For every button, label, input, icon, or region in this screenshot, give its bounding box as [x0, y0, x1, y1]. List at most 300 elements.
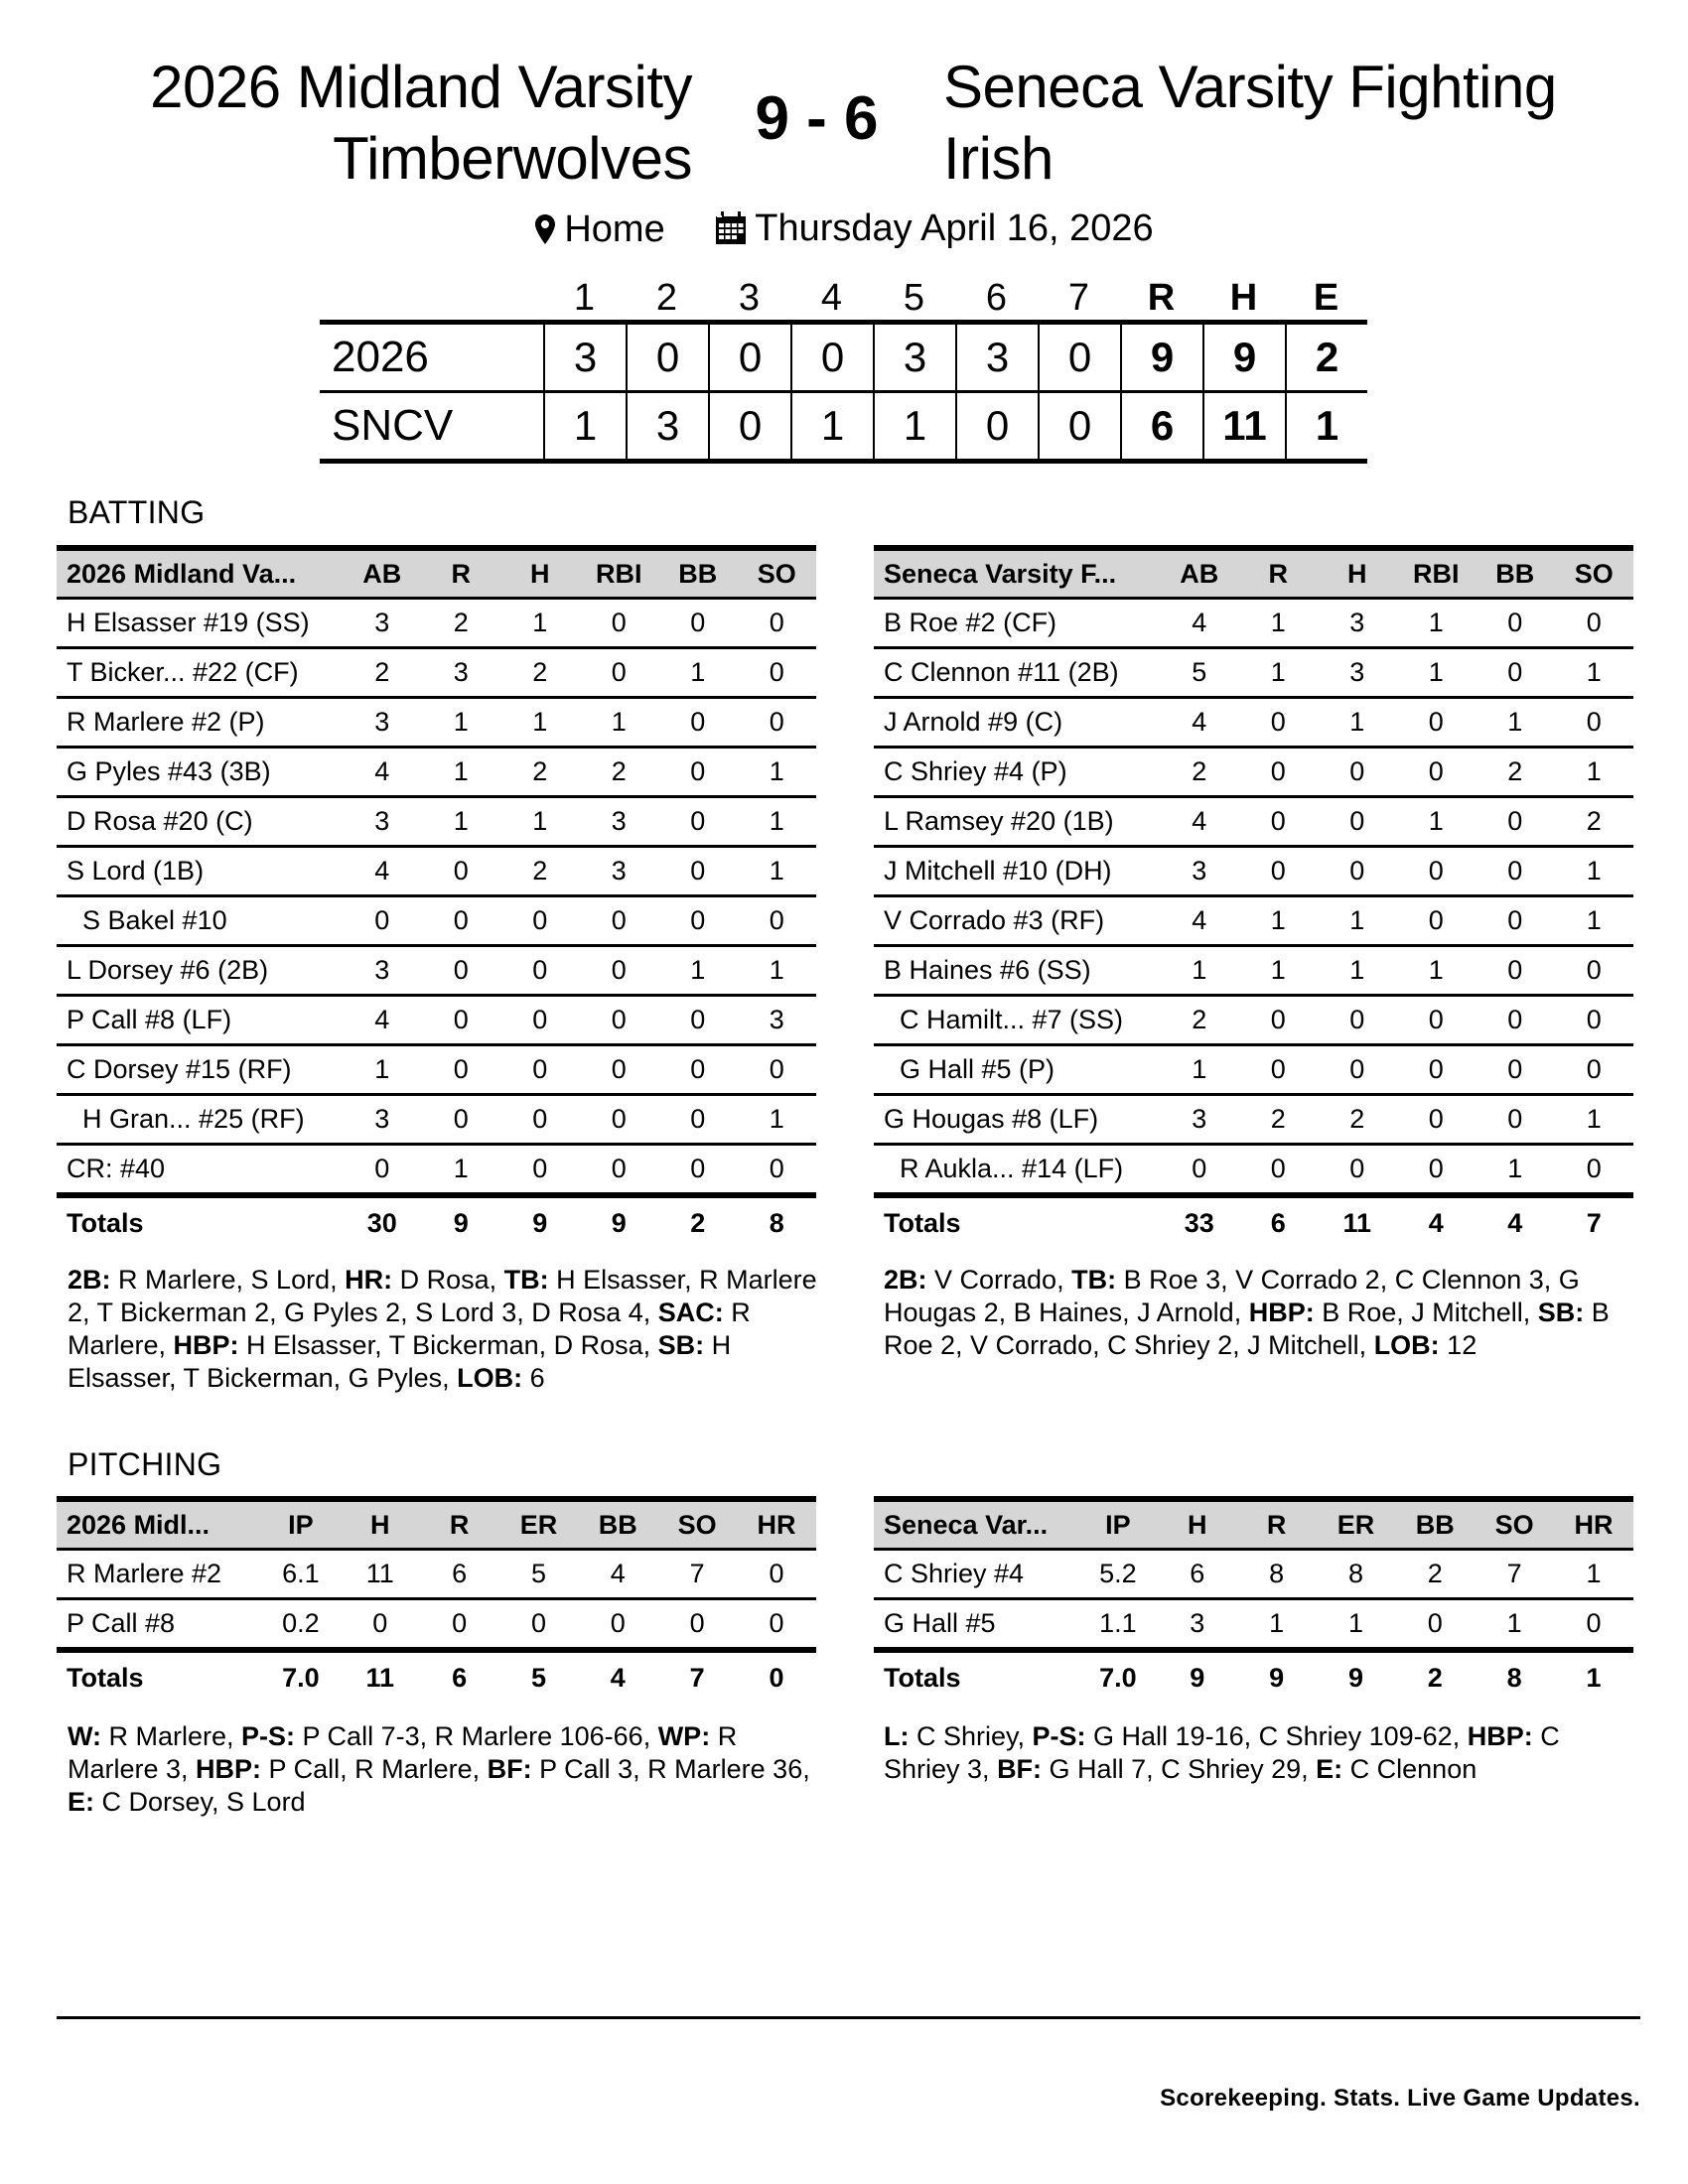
total-value: 9 — [1269, 1662, 1285, 1693]
note-text: G Hall 7, C Shriey 29, — [1042, 1754, 1317, 1784]
stat-value: 0 — [343, 896, 422, 946]
away-team-name — [943, 52, 1638, 195]
stat-value: 0 — [1239, 748, 1319, 797]
note-text: B Roe 2, V Corrado, C Shriey 2, J Mitchell, — [884, 1297, 1610, 1360]
note-label: HBP: — [196, 1754, 262, 1784]
line-score-total-r: 6 — [1120, 393, 1202, 459]
pitching-player-row — [874, 1550, 1633, 1599]
note-label: LOB: — [457, 1363, 523, 1393]
total-value: 7 — [1586, 1207, 1602, 1238]
stat-value: 0 — [1555, 1045, 1634, 1095]
pitching-col-header: HR — [1554, 1499, 1633, 1550]
total-value: 0 — [769, 1662, 784, 1693]
pitching-col-header: ER — [1317, 1499, 1396, 1550]
stat-value: 0 — [1397, 1145, 1477, 1196]
player-name: R Marlere #2 — [57, 1550, 261, 1599]
player-name: C Shriey #4 — [874, 1550, 1078, 1599]
stat-value: 0 — [580, 946, 659, 996]
stat-value: 1.1 — [1078, 1599, 1158, 1651]
batting-player-row — [57, 1145, 816, 1196]
line-score-col-header: R — [1147, 277, 1176, 319]
batting-totals-row — [57, 1195, 816, 1248]
totals-label: Totals — [884, 1207, 961, 1238]
pitching-col-header: R — [420, 1499, 499, 1550]
stat-value: 0 — [1318, 797, 1397, 847]
stat-value: 0 — [422, 946, 501, 996]
stat-value: 0 — [422, 847, 501, 896]
stat-value: 0 — [1476, 1095, 1555, 1145]
stat-value: 1 — [1160, 946, 1239, 996]
player-name: CR: #40 — [57, 1145, 343, 1196]
stat-value: 1 — [1397, 797, 1477, 847]
total-value: 2 — [690, 1207, 706, 1238]
stat-value: 0 — [1318, 847, 1397, 896]
stat-value: 0 — [500, 896, 580, 946]
line-score-row — [320, 390, 1367, 459]
batting-player-row — [874, 946, 1633, 996]
total-value: 7 — [689, 1662, 705, 1693]
stat-value: 3 — [343, 599, 422, 648]
footer-tagline: Scorekeeping. Stats. Live Game Updates. — [1160, 2085, 1640, 2112]
stat-value: 0 — [1318, 748, 1397, 797]
stat-value: 0 — [1397, 847, 1477, 896]
stat-value: 0 — [658, 1145, 738, 1196]
pitching-player-row — [57, 1599, 816, 1651]
batting-col-header: BB — [1476, 548, 1555, 599]
stat-value: 0 — [580, 1145, 659, 1196]
stat-value: 1 — [422, 797, 501, 847]
stat-value: 1 — [738, 797, 817, 847]
stat-value: 1 — [1317, 1599, 1396, 1651]
note-label: HBP: — [173, 1330, 239, 1360]
pitching-totals-row — [57, 1650, 816, 1703]
total-value: 7.0 — [1099, 1662, 1137, 1693]
total-value: 8 — [1506, 1662, 1522, 1693]
total-value: 9 — [532, 1207, 548, 1238]
batting-player-row — [874, 996, 1633, 1045]
pitching-col-header: SO — [1475, 1499, 1554, 1550]
stat-value: 1 — [738, 946, 817, 996]
away-team-name-line1: Seneca Varsity Fighting — [943, 54, 1557, 120]
home-team-name — [99, 52, 692, 195]
totals-label: Totals — [67, 1662, 144, 1693]
note-label: BF: — [997, 1754, 1043, 1784]
pitching-player-row — [874, 1599, 1633, 1651]
game-location — [534, 205, 664, 253]
batting-col-header: SO — [738, 548, 817, 599]
stat-value: 0 — [1476, 648, 1555, 698]
batting-totals-row — [874, 1195, 1633, 1248]
stat-value: 6 — [420, 1550, 499, 1599]
pitching-col-header: R — [1237, 1499, 1317, 1550]
stat-value: 1 — [1554, 1550, 1633, 1599]
stat-value: 1 — [1397, 946, 1477, 996]
stat-value: 3 — [738, 996, 817, 1045]
stat-value: 0 — [422, 996, 501, 1045]
stat-value: 0 — [1397, 996, 1477, 1045]
player-name: R Marlere #2 (P) — [57, 698, 343, 748]
note-text: H Elsasser, T Bickerman, D Rosa, — [238, 1330, 658, 1360]
total-value: 6 — [452, 1662, 468, 1693]
stat-value: 3 — [422, 648, 501, 698]
stat-value: 0 — [1555, 698, 1634, 748]
player-name: G Hall #5 — [874, 1599, 1078, 1651]
pitching-notes-away — [884, 1720, 1638, 1786]
stat-value: 1 — [1318, 698, 1397, 748]
note-label: WP: — [657, 1721, 711, 1751]
stat-value: 0 — [578, 1599, 657, 1651]
stat-value: 1 — [1397, 648, 1477, 698]
total-value: 4 — [1428, 1207, 1444, 1238]
stat-value: 1 — [580, 698, 659, 748]
line-score-col-header: 5 — [903, 277, 925, 319]
line-score-header — [320, 273, 1367, 320]
line-score-inning-runs: 3 — [543, 325, 626, 390]
total-value: 8 — [769, 1207, 784, 1238]
pitching-table-home — [57, 1496, 816, 1703]
stat-value: 0 — [658, 1045, 738, 1095]
stat-value: 0 — [500, 996, 580, 1045]
stat-value: 11 — [341, 1550, 420, 1599]
note-label: 2B: — [68, 1265, 111, 1295]
player-name: T Bicker... #22 (CF) — [57, 648, 343, 698]
stat-value: 4 — [343, 847, 422, 896]
stat-value: 2 — [1239, 1095, 1319, 1145]
note-label: P-S: — [1032, 1721, 1086, 1751]
player-name: R Aukla... #14 (LF) — [874, 1145, 1160, 1196]
stat-value: 1 — [1239, 946, 1319, 996]
line-score-col-header: 3 — [738, 277, 761, 319]
batting-col-header: RBI — [1397, 548, 1477, 599]
line-score-team: SNCV — [332, 401, 454, 450]
note-text: 6 — [522, 1363, 545, 1393]
stat-value: 0 — [737, 1599, 816, 1651]
note-text: R Marlere 3, — [68, 1721, 738, 1784]
stat-value: 0 — [1239, 797, 1319, 847]
stat-value: 0 — [658, 599, 738, 648]
stat-value: 2 — [580, 748, 659, 797]
line-score — [320, 273, 1367, 464]
total-value: 4 — [1507, 1207, 1523, 1238]
stat-value: 2 — [1160, 748, 1239, 797]
stat-value: 2 — [1395, 1550, 1475, 1599]
stat-value: 0 — [1397, 698, 1477, 748]
stat-value: 2 — [1555, 797, 1634, 847]
note-label: LOB: — [1373, 1330, 1440, 1360]
note-text: G Hall 19-16, C Shriey 109-62, — [1085, 1721, 1468, 1751]
stat-value: 0 — [738, 648, 817, 698]
stat-value: 7 — [657, 1550, 737, 1599]
line-score-total-e: 2 — [1285, 325, 1367, 390]
total-value: 9 — [453, 1207, 469, 1238]
stat-value: 3 — [343, 1095, 422, 1145]
date-label: Thursday April 16, 2026 — [755, 207, 1154, 249]
pitching-table-home-wrap — [57, 1496, 816, 1703]
note-text: C Dorsey, S Lord — [94, 1787, 306, 1817]
stat-value: 0 — [580, 1045, 659, 1095]
stat-value: 1 — [1239, 648, 1319, 698]
stat-value: 1 — [1318, 946, 1397, 996]
stat-value: 0 — [580, 648, 659, 698]
player-name: L Ramsey #20 (1B) — [874, 797, 1160, 847]
note-label: BF: — [487, 1754, 532, 1784]
stat-value: 1 — [422, 1145, 501, 1196]
batting-player-row — [874, 1045, 1633, 1095]
pitching-table-away — [874, 1496, 1633, 1703]
note-label: E: — [1316, 1754, 1343, 1784]
player-name: D Rosa #20 (C) — [57, 797, 343, 847]
stat-value: 3 — [1318, 599, 1397, 648]
stat-value: 8 — [1317, 1550, 1396, 1599]
line-score-team: 2026 — [332, 333, 429, 381]
player-name: G Hougas #8 (LF) — [874, 1095, 1160, 1145]
stat-value: 0 — [580, 599, 659, 648]
stat-value: 1 — [343, 1045, 422, 1095]
line-score-col-header: 7 — [1067, 277, 1090, 319]
note-label: 2B: — [884, 1265, 927, 1295]
note-label: HBP: — [1248, 1297, 1315, 1327]
stat-value: 0 — [1397, 896, 1477, 946]
stat-value: 1 — [1555, 1095, 1634, 1145]
stat-value: 0 — [738, 1145, 817, 1196]
note-label: TB: — [1071, 1265, 1117, 1295]
stat-value: 1 — [1475, 1599, 1554, 1651]
stat-value: 0 — [580, 996, 659, 1045]
batting-player-row — [874, 896, 1633, 946]
stat-value: 0 — [1239, 698, 1319, 748]
stat-value: 0 — [500, 1095, 580, 1145]
stat-value: 0 — [1476, 1045, 1555, 1095]
batting-team-header: Seneca Varsity F... — [874, 548, 1160, 599]
note-text: R Marlere, S Lord, — [110, 1265, 346, 1295]
stat-value: 1 — [1476, 1145, 1555, 1196]
batting-player-row — [874, 648, 1633, 698]
line-score-total-e: 1 — [1285, 393, 1367, 459]
stat-value: 1 — [1239, 599, 1319, 648]
batting-player-row — [57, 896, 816, 946]
line-score-inning-runs: 3 — [626, 393, 708, 459]
final-score: 9 - 6 — [755, 84, 879, 153]
note-text: H Elsasser, R Marlere 2, T Bickerman 2, G Pyles 2, S Lord 3, D Rosa 4, — [68, 1265, 817, 1327]
stat-value: 0 — [658, 847, 738, 896]
pitching-col-header: BB — [578, 1499, 657, 1550]
home-team-name-line1: 2026 Midland Varsity — [150, 54, 692, 120]
stat-value: 0 — [580, 896, 659, 946]
stat-value: 1 — [738, 847, 817, 896]
stat-value: 1 — [1476, 698, 1555, 748]
note-text: R Marlere, — [101, 1721, 242, 1751]
line-score-col-header: 6 — [985, 277, 1008, 319]
pitching-col-header: HR — [737, 1499, 816, 1550]
line-score-inning-runs: 0 — [1038, 393, 1120, 459]
stat-value: 0 — [1476, 896, 1555, 946]
batting-player-row — [57, 1045, 816, 1095]
stat-value: 3 — [343, 698, 422, 748]
batting-player-row — [57, 599, 816, 648]
stat-value: 0 — [1160, 1145, 1239, 1196]
stat-value: 4 — [343, 996, 422, 1045]
stat-value: 0 — [500, 946, 580, 996]
batting-table-home — [57, 545, 816, 1248]
batting-table-away-wrap — [874, 545, 1633, 1248]
pitching-totals-row — [874, 1650, 1633, 1703]
note-label: E: — [68, 1787, 94, 1817]
stat-value: 1 — [500, 698, 580, 748]
note-text: C Shriey, — [909, 1721, 1033, 1751]
stat-value: 0 — [1318, 996, 1397, 1045]
stat-value: 0 — [738, 1045, 817, 1095]
batting-player-row — [874, 599, 1633, 648]
stat-value: 0 — [1476, 946, 1555, 996]
stat-value: 0 — [658, 996, 738, 1045]
batting-team-header: 2026 Midland Va... — [57, 548, 343, 599]
batting-col-header: H — [500, 548, 580, 599]
batting-col-header: H — [1318, 548, 1397, 599]
pitching-col-header: IP — [1078, 1499, 1158, 1550]
stat-value: 4 — [1160, 896, 1239, 946]
stat-value: 0 — [658, 1095, 738, 1145]
stat-value: 0 — [738, 698, 817, 748]
player-name: C Clennon #11 (2B) — [874, 648, 1160, 698]
batting-table-home-wrap — [57, 545, 816, 1248]
stat-value: 3 — [1318, 648, 1397, 698]
stat-value: 0 — [343, 1145, 422, 1196]
note-text: B Roe, J Mitchell, — [1314, 1297, 1538, 1327]
stat-value: 0 — [1555, 1145, 1634, 1196]
line-score-inning-runs: 3 — [955, 325, 1038, 390]
batting-table-away — [874, 545, 1633, 1248]
player-name: G Pyles #43 (3B) — [57, 748, 343, 797]
stat-value: 7 — [1475, 1550, 1554, 1599]
line-score-inning-runs: 3 — [873, 325, 955, 390]
stat-value: 4 — [1160, 599, 1239, 648]
pitching-col-header: ER — [499, 1499, 579, 1550]
pitching-header-row — [874, 1499, 1633, 1550]
stat-value: 0 — [422, 1095, 501, 1145]
stat-value: 1 — [658, 946, 738, 996]
note-label: P-S: — [241, 1721, 296, 1751]
stat-value: 3 — [580, 847, 659, 896]
stat-value: 0 — [1239, 996, 1319, 1045]
stat-value: 1 — [1237, 1599, 1317, 1651]
stat-value: 1 — [500, 599, 580, 648]
totals-label: Totals — [884, 1662, 961, 1693]
stat-value: 2 — [422, 599, 501, 648]
player-name: B Roe #2 (CF) — [874, 599, 1160, 648]
batting-player-row — [57, 748, 816, 797]
player-name: B Haines #6 (SS) — [874, 946, 1160, 996]
stat-value: 0 — [1476, 599, 1555, 648]
line-score-col-header: 1 — [573, 277, 596, 319]
note-label: SB: — [657, 1330, 705, 1360]
footer-divider — [57, 2016, 1640, 2019]
line-score-inning-runs: 1 — [790, 393, 873, 459]
player-name: G Hall #5 (P) — [874, 1045, 1160, 1095]
batting-player-row — [57, 946, 816, 996]
batting-player-row — [57, 797, 816, 847]
player-name: S Lord (1B) — [57, 847, 343, 896]
stat-value: 3 — [580, 797, 659, 847]
pitching-player-row — [57, 1550, 816, 1599]
batting-col-header: SO — [1555, 548, 1634, 599]
player-name: L Dorsey #6 (2B) — [57, 946, 343, 996]
location-label: Home — [564, 208, 665, 250]
stat-value: 0 — [1395, 1599, 1475, 1651]
stat-value: 1 — [1239, 896, 1319, 946]
stat-value: 1 — [1555, 748, 1634, 797]
player-name: S Bakel #10 — [57, 896, 343, 946]
note-text: P Call 7-3, R Marlere 106-66, — [295, 1721, 658, 1751]
note-text: R Marlere, — [68, 1297, 751, 1360]
batting-col-header: BB — [658, 548, 738, 599]
line-score-total-h: 9 — [1202, 325, 1285, 390]
stat-value: 1 — [1160, 1045, 1239, 1095]
player-name: C Dorsey #15 (RF) — [57, 1045, 343, 1095]
stat-value: 0 — [1239, 1045, 1319, 1095]
stat-value: 0 — [658, 896, 738, 946]
line-score-col-header: H — [1229, 277, 1258, 319]
pitching-team-header: Seneca Var... — [874, 1499, 1078, 1550]
calendar-icon — [715, 211, 747, 245]
batting-player-row — [57, 996, 816, 1045]
stat-value: 3 — [343, 797, 422, 847]
total-value: 9 — [611, 1207, 627, 1238]
line-score-row — [320, 325, 1367, 390]
note-label: TB: — [503, 1265, 549, 1295]
map-pin-icon — [534, 213, 556, 245]
stat-value: 0 — [1476, 797, 1555, 847]
batting-col-header: AB — [343, 548, 422, 599]
player-name: H Gran... #25 (RF) — [57, 1095, 343, 1145]
note-text: P Call, R Marlere, — [261, 1754, 488, 1784]
batting-col-header: R — [422, 548, 501, 599]
stat-value: 8 — [1237, 1550, 1317, 1599]
pitching-table-away-wrap — [874, 1496, 1633, 1703]
stat-value: 0 — [657, 1599, 737, 1651]
stat-value: 0 — [422, 896, 501, 946]
pitching-section-title: PITCHING — [68, 1446, 222, 1482]
note-text: C Clennon — [1342, 1754, 1477, 1784]
player-name: V Corrado #3 (RF) — [874, 896, 1160, 946]
stat-value: 1 — [658, 648, 738, 698]
stat-value: 0 — [500, 1145, 580, 1196]
stat-value: 1 — [738, 1095, 817, 1145]
stat-value: 2 — [1476, 748, 1555, 797]
pitching-col-header: SO — [657, 1499, 737, 1550]
batting-player-row — [57, 648, 816, 698]
player-name: H Elsasser #19 (SS) — [57, 599, 343, 648]
note-label: W: — [68, 1721, 101, 1751]
stat-value: 1 — [422, 748, 501, 797]
total-value: 33 — [1184, 1207, 1214, 1238]
stat-value: 0 — [1555, 946, 1634, 996]
line-score-col-header: 2 — [655, 277, 678, 319]
stat-value: 0 — [500, 1045, 580, 1095]
total-value: 4 — [610, 1662, 626, 1693]
total-value: 30 — [366, 1207, 397, 1238]
batting-col-header: AB — [1160, 548, 1239, 599]
batting-player-row — [874, 847, 1633, 896]
batting-player-row — [874, 797, 1633, 847]
stat-value: 1 — [1397, 599, 1477, 648]
stat-value: 0 — [1397, 1095, 1477, 1145]
batting-header-row — [57, 548, 816, 599]
batting-notes-away — [884, 1264, 1638, 1362]
player-name: J Arnold #9 (C) — [874, 698, 1160, 748]
stat-value: 0 — [1318, 1145, 1397, 1196]
away-team-name-line2: Irish — [943, 125, 1054, 192]
game-date — [715, 205, 1153, 252]
